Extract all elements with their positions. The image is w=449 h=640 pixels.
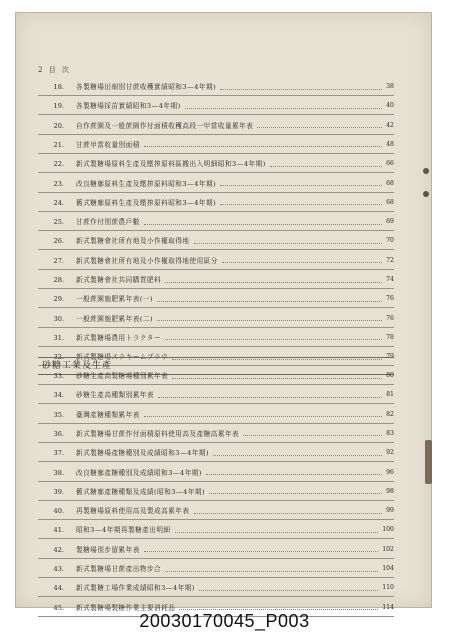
toc-entry-page: 40 [386,102,394,110]
toc-entry-number: 36. [53,429,64,438]
page-header: 2 目 次 [38,66,71,74]
dot-leader [257,127,382,128]
toc-entry-number: 42. [53,545,64,554]
toc-row [38,387,394,404]
toc-row [38,272,394,289]
toc-entry-title: 新式製糖場原料生產及壓搾原料區搬出入明細昭和3—4年期) [76,160,266,169]
toc-entry-number: 30. [53,314,64,323]
toc-row [38,79,394,96]
toc-entry-number: 26. [53,237,64,246]
toc-entry-number: 25. [53,218,64,227]
document-page [15,12,432,612]
toc-entry-page: 92 [386,449,394,457]
toc-entry-number: 45. [53,603,64,612]
toc-entry-number: 18. [53,83,64,91]
toc-row [38,311,394,328]
toc-row [38,561,394,578]
dot-leader [165,282,382,283]
dot-leader [199,590,378,591]
toc-row [38,542,394,559]
toc-entry-title: 新式製糖會社所有地及小作權取得地使用區分 [76,256,218,265]
dot-leader [157,301,382,302]
toc-entry-page: 38 [386,83,394,90]
toc-entry-title: 自作蔗園及一般蔗園作付面積收穫高段一甲當收量累年表 [76,121,254,130]
toc-row [38,445,394,462]
toc-entry-title: 新式製糖會社共同購買肥料 [76,276,162,284]
toc-entry-title: 新式製糖場農用トラクター [76,333,161,342]
dot-leader [209,493,382,494]
binder-clip [425,440,432,484]
toc-entry-number: 33. [53,372,64,380]
toc-entry-page: 83 [386,429,394,437]
toc-entry-number: 20. [53,121,64,130]
toc-entry-title: 甘蔗甲當收量別面積 [76,140,140,149]
toc-entry-page: 48 [386,140,394,148]
dot-leader [175,532,379,533]
toc-entry-title: 改良糖廍產糖種別及成績昭和3—4年期) [76,468,202,477]
toc-entry-number: 44. [53,584,64,593]
toc-row [38,195,394,212]
toc-row [38,503,394,520]
toc-entry-page: 96 [386,468,394,476]
toc-entry-title: 砂糖生產高種類別累年表 [76,391,155,400]
dot-leader [213,455,382,456]
toc-row [38,176,394,193]
toc-entry-page: 110 [382,584,394,592]
toc-row [38,465,394,482]
toc-row [38,137,394,154]
toc-row [38,233,394,250]
toc-entry-title: 臺灣產糖種類累年表 [76,410,140,419]
toc-entry-page: 68 [386,198,394,206]
dot-leader [206,474,382,475]
toc-entry-number: 38. [53,468,64,477]
toc-entry-page: 102 [382,545,394,553]
toc-entry-number: 23. [53,179,64,188]
toc-entry-number: 29. [53,295,64,304]
dot-leader [158,397,382,398]
toc-entry-title: 新式製糖場製糖作業主要消耗品 [76,603,176,612]
dot-leader [144,146,382,147]
toc-entry-number: 40. [53,507,64,516]
dot-leader [144,224,382,225]
toc-entry-page: 78 [386,333,394,341]
dot-leader [144,416,382,417]
toc-entry-title: 一般蔗園施肥累年表(二) [76,314,154,323]
toc-entry-title: 舊式糖廍產糖種類及成績(昭和3—4年期) [76,487,206,496]
section-heading: 砂糖工業及生產 [38,357,394,375]
toc-row [38,407,394,424]
dot-leader [220,185,382,186]
toc-entry-title: 昭和3—4年期再製糖產出明細 [76,526,171,535]
toc-entry-page: 114 [382,603,394,611]
toc-entry-title: 新式製糖工場作業成績昭和3—4年期) [76,584,195,593]
toc-row [38,330,394,347]
toc-entry-title: 各製糖場採苗實績昭和3—4年期) [76,102,181,111]
toc-entry-number: 22. [53,160,64,169]
toc-entry-page: 76 [386,314,394,322]
toc-row [38,291,394,308]
toc-entry-number: 28. [53,276,64,284]
dot-leader [165,571,378,572]
toc-entry-page: 72 [386,256,394,264]
toc-row [38,368,394,385]
toc-entry-page: 74 [386,276,394,283]
toc-row [38,426,394,443]
toc-entry-page: 70 [386,237,394,245]
dot-leader [172,378,382,379]
toc-row [38,522,394,539]
toc-entry-number: 39. [53,487,64,496]
toc-row [38,580,394,597]
toc-entry-number: 21. [53,140,64,149]
toc-entry-title: 新式製糖場產糖種別及成績昭和3—4年期) [76,449,210,458]
toc-entry-page: 79 [386,353,394,361]
toc-entry-number: 32. [53,353,64,362]
toc-entry-page: 100 [382,526,394,534]
dot-leader [194,513,383,514]
dot-leader [144,551,378,552]
toc-entry-page: 76 [386,295,394,303]
toc-entry-page: 80 [386,372,394,379]
toc-entry-title: 新式製糖場スラキームプラウ [76,353,169,362]
image-caption: 20030170045_P003 [139,611,310,631]
toc-entry-page: 104 [382,565,394,572]
toc-entry-page: 68 [386,179,394,187]
toc-entry-number: 43. [53,565,64,573]
dot-leader [222,262,382,263]
toc-entry-number: 24. [53,198,64,207]
toc-entry-title: 一般蔗園施肥累年表(一) [76,295,154,304]
toc-entry-title: 甘蔗作付別蔗農戶數 [76,218,140,227]
dot-leader [179,609,378,610]
toc-row [38,253,394,270]
toc-entry-title: 新式製糖會社所有地及小作權取得地 [76,237,190,246]
toc-entry-number: 27. [53,256,64,265]
toc-entry-title: 製糖場別步留累年表 [76,545,140,554]
toc-row [38,484,394,501]
toc-row [38,214,394,231]
toc-entry-number: 31. [53,333,64,342]
dot-leader [185,108,382,109]
toc-entry-page: 66 [386,160,394,168]
binding-hole [423,168,429,174]
toc-entry-page: 81 [386,391,394,399]
dot-leader [270,166,382,167]
toc-entry-title: 改良糖廍原料生產及壓搾原料昭和3—4年期) [76,179,217,188]
dot-leader [220,89,382,90]
toc-entry-number: 19. [53,102,64,111]
toc-entry-page: 82 [386,410,394,418]
dot-leader [220,204,382,205]
binding-hole [423,191,429,197]
dot-leader [157,320,382,321]
toc-entry-number: 34. [53,391,64,400]
toc-entry-title: 新式製糖場甘蔗產出物步合 [76,565,162,573]
toc-row [38,118,394,135]
dot-leader [194,243,383,244]
toc-row [38,156,394,173]
toc-entry-title: 各製糖場田畑別甘蔗收穫實績昭和3—4年期) [76,83,217,91]
toc-entry-number: 35. [53,410,64,419]
toc-entry-title: 再製糖場原料使用高及製成高累年表 [76,507,190,516]
toc-entry-number: 37. [53,449,64,458]
dot-leader [243,435,382,436]
toc-entry-page: 99 [386,507,394,515]
toc-row [38,98,394,115]
toc-entry-page: 69 [386,218,394,226]
toc-entry-title: 新式製糖場甘蔗作付面積原料使用高及產糖高累年表 [76,429,240,438]
toc-entry-page: 42 [386,121,394,129]
toc-entry-title: 砂糖生產高製糖場種別累年表 [76,372,169,380]
toc-entry-number: 41. [53,526,64,535]
toc-entry-title: 舊式糖廍原料生產及壓搾原料昭和3—4年期) [76,198,217,207]
toc-entry-page: 98 [386,487,394,495]
dot-leader [165,339,382,340]
